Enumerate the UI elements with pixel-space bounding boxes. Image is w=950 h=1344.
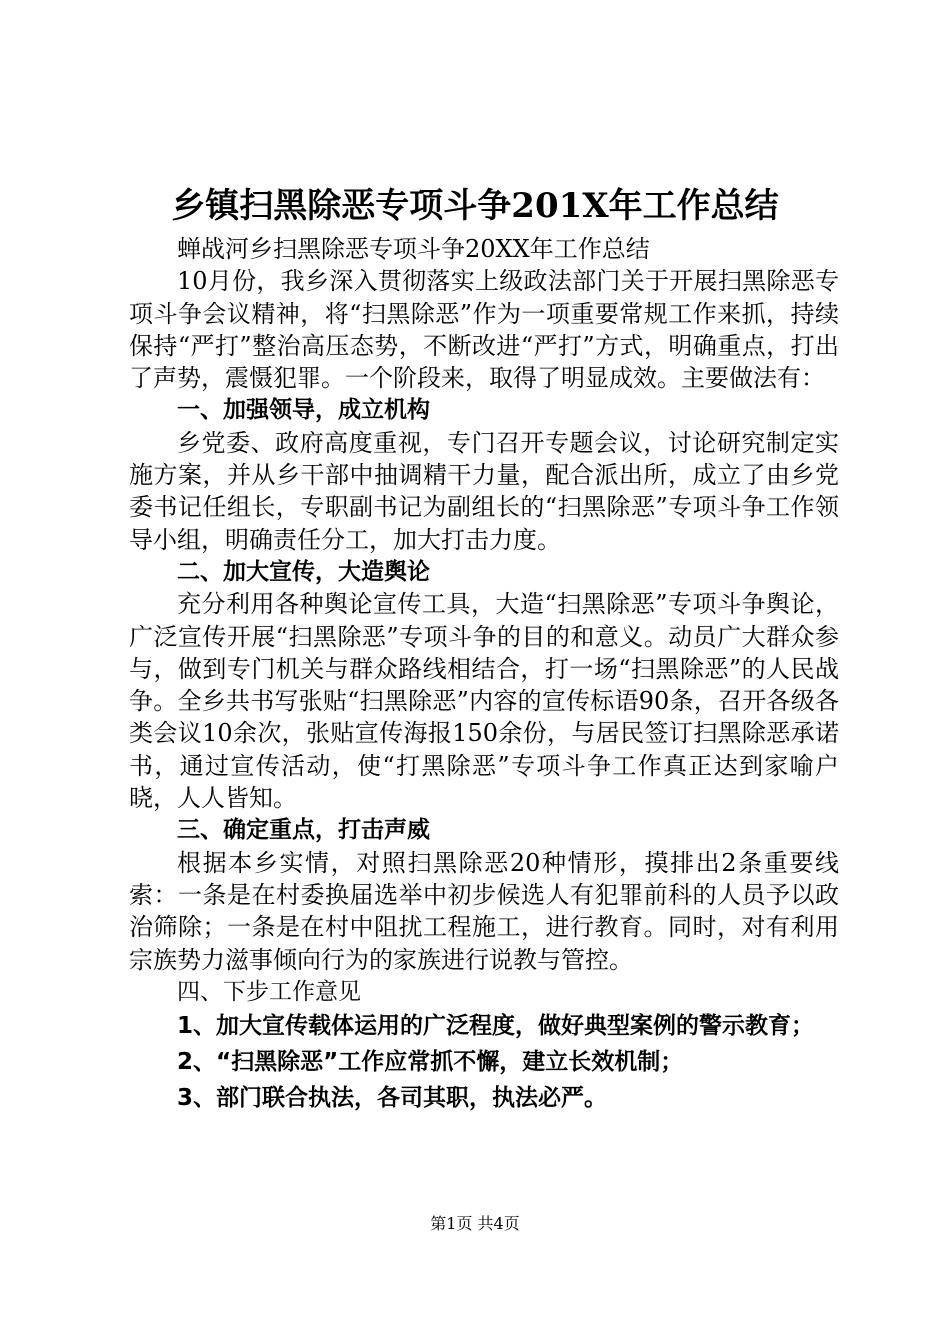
section-heading-3: 三、确定重点，打击声威 <box>177 817 430 844</box>
paragraph-subtitle: 蝉战河乡扫黑除恶专项斗争20XX年工作总结 <box>177 235 650 263</box>
paragraph-section-2: 充分利用各种舆论宣传工具，大造“扫黑除恶”专项斗争舆论，广泛宣传开展“扫黑除恶”专项斗争的目的和意义。动员广大群众参与，做到专门机关与群众路线相结合，打一场“扫黑除恶”的人民战争。全乡共书写张贴“扫黑除恶”内容的宣传标语90条，召开各级各类会议10余次，张贴宣传海报150余份，与居民签订扫黑除恶承诺书，通过宣传活动，使“打黑除恶”专项斗争工作真正达到家喻户晓，人人皆知。 <box>129 590 839 813</box>
paragraph-intro: 10月份，我乡深入贯彻落实上级政法部门关于开展扫黑除恶专项斗争会议精神，将“扫黑除恶”作为一项重要常规工作来抓，持续保持“严打”整治高压态势，不断改进“严打”方式，明确重点，打出了声势，震慑犯罪。一个阶段来，取得了明显成效。主要做法有： <box>129 267 839 393</box>
document-title: 乡镇扫黑除恶专项斗争201X年工作总结 <box>171 186 779 226</box>
document-body <box>129 233 839 1116</box>
list-item-2: 2、“扫黑除恶”工作应常抓不懈，建立长效机制； <box>177 1049 684 1076</box>
section-heading-1: 一、加强领导，成立机构 <box>177 397 430 424</box>
list-item-1: 1、加大宣传载体运用的广泛程度，做好典型案例的警示教育； <box>177 1013 815 1040</box>
section-heading-4: 四、下步工作意见 <box>177 978 361 1005</box>
list-item-3: 3、部门联合执法，各司其职，执法必严。 <box>177 1085 608 1112</box>
paragraph-section-1: 乡党委、政府高度重视，专门召开专题会议，讨论研究制定实施方案，并从乡干部中抽调精干力量，配合派出所，成立了由乡党委书记任组长，专职副书记为副组长的“扫黑除恶”专项斗争工作领导小组，明确责任分工，加大打击力度。 <box>129 428 839 554</box>
page-footer: 第1页 共4页 <box>430 1214 520 1233</box>
section-heading-2: 二、加大宣传，大造舆论 <box>177 558 430 585</box>
paragraph-section-3: 根据本乡实情，对照扫黑除恶20种情形，摸排出2条重要线索：一条是在村委换届选举中初步候选人有犯罪前科的人员予以政治筛除；一条是在村中阻扰工程施工，进行教育。同时，对有利用宗族势力滋事倾向行为的家族进行说教与管控。 <box>129 848 839 974</box>
